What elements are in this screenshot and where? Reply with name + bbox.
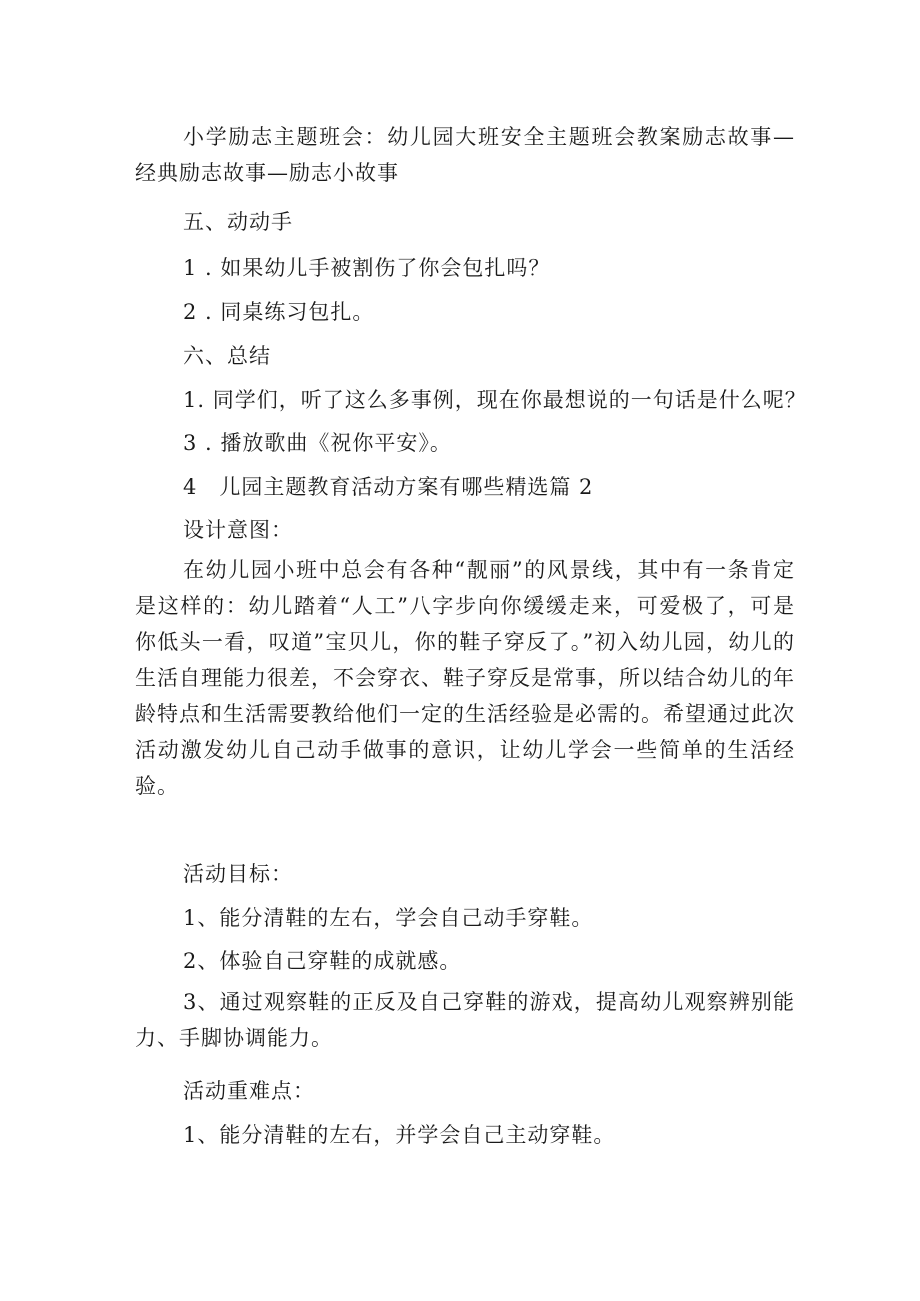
subheading-design-intent: 设计意图： xyxy=(183,518,293,542)
list-item: 2、体验自己穿鞋的成就感。 xyxy=(183,949,462,973)
list-item: 2 . 同桌练习包扎。 xyxy=(183,300,375,324)
list-item: 1、能分清鞋的左右，并学会自己主动穿鞋。 xyxy=(183,1123,616,1147)
list-item: 3 . 播放歌曲《祝你平安》。 xyxy=(183,431,452,455)
list-item: 1 . 如果幼儿手被割伤了你会包扎吗？ xyxy=(183,256,551,280)
paragraph-design-intent: 在幼儿园小班中总会有各种“靓丽”的风景线，其中有一条肯定是这样的：幼儿踏着“人工”八字步向你缓缓走来，可爱极了，可是你低头一看，叹道”宝贝儿，你的鞋子穿反了。”初入幼儿园，幼儿的生活自理能力很差，不会穿衣、鞋子穿反是常事，所以结合幼儿的年龄特点和生活需要教给他们一定的生活经验是必需的。希望通过此次活动激发幼儿自己动手做事的意识，让幼儿学会一些简单的生活经验。 xyxy=(135,558,795,798)
paragraph-title: 小学励志主题班会：幼儿园大班安全主题班会教案励志故事—经典励志故事—励志小故事 xyxy=(135,125,795,185)
heading-section-6: 六、总结 xyxy=(183,344,271,368)
subheading-key-points: 活动重难点： xyxy=(183,1079,315,1103)
heading-section-5: 五、动动手 xyxy=(183,210,293,234)
list-item: 1. 同学们，听了这么多事例，现在你最想说的一句话是什么呢？ xyxy=(183,388,807,412)
subheading-activity-goals: 活动目标： xyxy=(183,862,293,886)
section-heading: 4 儿园主题教育活动方案有哪些精选篇 2 xyxy=(183,475,594,499)
list-item: 3、通过观察鞋的正反及自己穿鞋的游戏，提高幼儿观察辨别能力、手脚协调能力。 xyxy=(135,990,795,1050)
list-item: 1、能分清鞋的左右，学会自己动手穿鞋。 xyxy=(183,906,594,930)
